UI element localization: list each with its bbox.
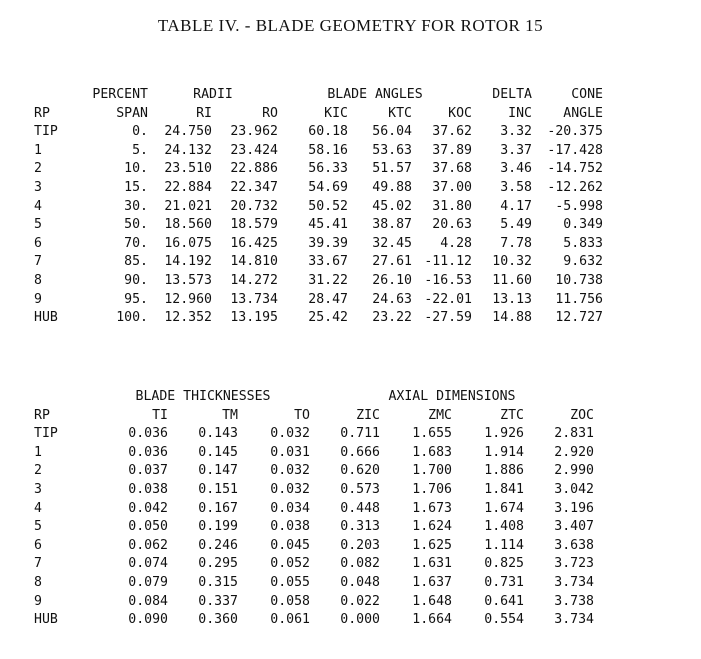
column-header: TI bbox=[152, 407, 168, 423]
table-cell: 1.700 bbox=[412, 463, 452, 479]
table-cell: 0.313 bbox=[340, 519, 380, 535]
column-header: KIC bbox=[324, 105, 348, 121]
table-cell: 1.631 bbox=[412, 556, 452, 572]
table-cell: 22.884 bbox=[164, 179, 212, 195]
column-header: KOC bbox=[448, 105, 472, 121]
table-cell: 5. bbox=[132, 142, 148, 158]
table-cell: 0.641 bbox=[484, 593, 524, 609]
table-cell: 0.711 bbox=[340, 426, 380, 442]
table-row bbox=[34, 216, 603, 235]
table-row bbox=[34, 593, 594, 612]
table-cell: 1.926 bbox=[484, 426, 524, 442]
row-label: 5 bbox=[34, 217, 42, 233]
table-cell: 1.886 bbox=[484, 463, 524, 479]
table-cell: -11.12 bbox=[424, 254, 472, 270]
table-cell: 0.032 bbox=[270, 463, 310, 479]
table-cell: 3.58 bbox=[500, 179, 532, 195]
table-cell: 95. bbox=[124, 291, 148, 307]
table-cell: 56.04 bbox=[372, 124, 412, 140]
table-row bbox=[34, 462, 594, 481]
table-cell: 0.042 bbox=[128, 500, 168, 516]
row-label: TIP bbox=[34, 124, 58, 140]
column-header: KTC bbox=[388, 105, 412, 121]
column-header: ZIC bbox=[356, 407, 380, 423]
table-cell: 1.655 bbox=[412, 426, 452, 442]
table-cell: 0.074 bbox=[128, 556, 168, 572]
table-row bbox=[34, 481, 594, 500]
table-row bbox=[34, 444, 594, 463]
table-cell: 30. bbox=[124, 198, 148, 214]
table-cell: 0.145 bbox=[198, 444, 238, 460]
table-cell: 14.272 bbox=[230, 272, 278, 288]
axial-dimensions-header: AXIAL DIMENSIONS bbox=[388, 389, 516, 404]
column-header: TO bbox=[294, 407, 310, 423]
table-cell: 22.886 bbox=[230, 161, 278, 177]
table-cell: 0.295 bbox=[198, 556, 238, 572]
row-label: 4 bbox=[34, 198, 42, 214]
table-cell: 26.10 bbox=[372, 272, 412, 288]
table-cell: 14.192 bbox=[164, 254, 212, 270]
table-row bbox=[34, 500, 594, 519]
table-cell: 10.738 bbox=[555, 272, 603, 288]
table-row bbox=[34, 235, 603, 254]
table-cell: 23.424 bbox=[230, 142, 278, 158]
table-cell: 0.167 bbox=[198, 500, 238, 516]
table-cell: 25.42 bbox=[308, 310, 348, 326]
table-cell: 11.60 bbox=[492, 272, 532, 288]
table-cell: 0.000 bbox=[340, 612, 380, 628]
table-cell: 23.510 bbox=[164, 161, 212, 177]
table-cell: 49.88 bbox=[372, 179, 412, 195]
table-cell: 0.055 bbox=[270, 574, 310, 590]
table-cell: 3.46 bbox=[500, 161, 532, 177]
table-cell: 45.41 bbox=[308, 217, 348, 233]
table-cell: 0. bbox=[132, 124, 148, 140]
table-cell: -14.752 bbox=[547, 161, 603, 177]
table-cell: 3.407 bbox=[554, 519, 594, 535]
column-header: RP bbox=[34, 407, 50, 423]
percent-header: PERCENT bbox=[92, 87, 148, 102]
delta-header: DELTA bbox=[492, 87, 532, 102]
table-cell: 0.022 bbox=[340, 593, 380, 609]
row-label: 1 bbox=[34, 142, 42, 158]
table-cell: 12.960 bbox=[164, 291, 212, 307]
table-cell: -16.53 bbox=[424, 272, 472, 288]
table-cell: 0.203 bbox=[340, 537, 380, 553]
table-cell: 0.199 bbox=[198, 519, 238, 535]
blade-thicknesses-header: BLADE THICKNESSES bbox=[135, 389, 271, 404]
radii-header: RADII bbox=[193, 87, 233, 102]
table-cell: 0.038 bbox=[128, 481, 168, 497]
table-cell: 10.32 bbox=[492, 254, 532, 270]
table-cell: 23.962 bbox=[230, 124, 278, 140]
table-cell: 0.084 bbox=[128, 593, 168, 609]
table-cell: 16.075 bbox=[164, 235, 212, 251]
table-cell: -17.428 bbox=[547, 142, 603, 158]
table-row bbox=[34, 309, 603, 328]
table-row bbox=[34, 518, 594, 537]
table-cell: 0.143 bbox=[198, 426, 238, 442]
table-cell: 0.058 bbox=[270, 593, 310, 609]
table-cell: 0.034 bbox=[270, 500, 310, 516]
row-label: 7 bbox=[34, 254, 42, 270]
table-cell: 1.683 bbox=[412, 444, 452, 460]
table-cell: 15. bbox=[124, 179, 148, 195]
table-cell: 3.32 bbox=[500, 124, 532, 140]
table-cell: 60.18 bbox=[308, 124, 348, 140]
table-cell: 24.750 bbox=[164, 124, 212, 140]
cone-header: CONE bbox=[571, 87, 603, 102]
table-row bbox=[34, 574, 594, 593]
table-cell: 38.87 bbox=[372, 217, 412, 233]
table-cell: 85. bbox=[124, 254, 148, 270]
table-cell: 5.49 bbox=[500, 217, 532, 233]
row-label: 2 bbox=[34, 463, 42, 479]
group-header-row bbox=[34, 86, 603, 105]
table-cell: 28.47 bbox=[308, 291, 348, 307]
table-row bbox=[34, 425, 594, 444]
table-cell: 0.147 bbox=[198, 463, 238, 479]
table-cell: 1.637 bbox=[412, 574, 452, 590]
table-cell: 0.037 bbox=[128, 463, 168, 479]
table-cell: 0.349 bbox=[563, 217, 603, 233]
row-label: 7 bbox=[34, 556, 42, 572]
table-row bbox=[34, 291, 603, 310]
row-label: 3 bbox=[34, 179, 42, 195]
row-label: HUB bbox=[34, 310, 58, 326]
table-cell: 7.78 bbox=[500, 235, 532, 251]
table-cell: 100. bbox=[116, 310, 148, 326]
table-cell: 1.408 bbox=[484, 519, 524, 535]
row-label: HUB bbox=[34, 612, 58, 628]
table-cell: 27.61 bbox=[372, 254, 412, 270]
table-cell: 0.620 bbox=[340, 463, 380, 479]
table-cell: 13.734 bbox=[230, 291, 278, 307]
table-row bbox=[34, 198, 603, 217]
table-row bbox=[34, 123, 603, 142]
table-cell: 0.036 bbox=[128, 426, 168, 442]
table-cell: 0.337 bbox=[198, 593, 238, 609]
table-cell: -20.375 bbox=[547, 124, 603, 140]
table-cell: 32.45 bbox=[372, 235, 412, 251]
table-cell: 24.63 bbox=[372, 291, 412, 307]
table-cell: 0.448 bbox=[340, 500, 380, 516]
table-cell: 5.833 bbox=[563, 235, 603, 251]
table-cell: 0.554 bbox=[484, 612, 524, 628]
table-cell: 3.734 bbox=[554, 612, 594, 628]
table-cell: 0.825 bbox=[484, 556, 524, 572]
table-row bbox=[34, 272, 603, 291]
table-row bbox=[34, 555, 594, 574]
table-cell: -12.262 bbox=[547, 179, 603, 195]
column-header: ANGLE bbox=[563, 105, 603, 121]
table-cell: 90. bbox=[124, 272, 148, 288]
table-cell: 53.63 bbox=[372, 142, 412, 158]
column-header: RP bbox=[34, 105, 50, 121]
table-cell: 10. bbox=[124, 161, 148, 177]
column-header: SPAN bbox=[116, 105, 148, 121]
column-header: ZOC bbox=[570, 407, 594, 423]
table-cell: 1.114 bbox=[484, 537, 524, 553]
column-header: RO bbox=[262, 105, 278, 121]
table-cell: 0.079 bbox=[128, 574, 168, 590]
group-header-row bbox=[34, 388, 594, 407]
table-cell: 24.132 bbox=[164, 142, 212, 158]
row-label: 9 bbox=[34, 291, 42, 307]
table-cell: 58.16 bbox=[308, 142, 348, 158]
table-cell: 2.990 bbox=[554, 463, 594, 479]
table-cell: 0.036 bbox=[128, 444, 168, 460]
table-cell: 1.706 bbox=[412, 481, 452, 497]
table-cell: 2.831 bbox=[554, 426, 594, 442]
table-cell: 54.69 bbox=[308, 179, 348, 195]
table-cell: 37.00 bbox=[432, 179, 472, 195]
table-cell: 3.196 bbox=[554, 500, 594, 516]
table-cell: 1.674 bbox=[484, 500, 524, 516]
table-cell: 11.756 bbox=[555, 291, 603, 307]
row-label: 6 bbox=[34, 537, 42, 553]
column-header: ZMC bbox=[428, 407, 452, 423]
table-cell: 1.664 bbox=[412, 612, 452, 628]
row-label: 3 bbox=[34, 481, 42, 497]
row-label: 9 bbox=[34, 593, 42, 609]
table-row bbox=[34, 537, 594, 556]
table-cell: 3.638 bbox=[554, 537, 594, 553]
row-label: 1 bbox=[34, 444, 42, 460]
table-cell: 18.579 bbox=[230, 217, 278, 233]
table-cell: 0.062 bbox=[128, 537, 168, 553]
row-label: 4 bbox=[34, 500, 42, 516]
table-cell: 9.632 bbox=[563, 254, 603, 270]
table-cell: 0.045 bbox=[270, 537, 310, 553]
table-cell: 70. bbox=[124, 235, 148, 251]
table-cell: 0.731 bbox=[484, 574, 524, 590]
table-cell: 0.061 bbox=[270, 612, 310, 628]
table-cell: 37.89 bbox=[432, 142, 472, 158]
table-cell: 1.624 bbox=[412, 519, 452, 535]
table-cell: 0.052 bbox=[270, 556, 310, 572]
table-cell: 0.573 bbox=[340, 481, 380, 497]
table-cell: 0.032 bbox=[270, 426, 310, 442]
thickness-axial-table bbox=[34, 388, 594, 630]
blade-angles-header: BLADE ANGLES bbox=[327, 87, 423, 102]
table-cell: 56.33 bbox=[308, 161, 348, 177]
table-cell: 31.80 bbox=[432, 198, 472, 214]
blade-angles-table bbox=[34, 86, 603, 328]
table-cell: 14.88 bbox=[492, 310, 532, 326]
table-cell: 13.195 bbox=[230, 310, 278, 326]
table-cell: -22.01 bbox=[424, 291, 472, 307]
table-row bbox=[34, 611, 594, 630]
row-label: 2 bbox=[34, 161, 42, 177]
table-cell: -27.59 bbox=[424, 310, 472, 326]
table-cell: 3.738 bbox=[554, 593, 594, 609]
table-title: TABLE IV. - BLADE GEOMETRY FOR ROTOR 15 bbox=[157, 16, 544, 35]
table-cell: 50.52 bbox=[308, 198, 348, 214]
table-cell: 0.090 bbox=[128, 612, 168, 628]
table-cell: 2.920 bbox=[554, 444, 594, 460]
table-cell: 16.425 bbox=[230, 235, 278, 251]
table-cell: 3.734 bbox=[554, 574, 594, 590]
table-cell: 4.17 bbox=[500, 198, 532, 214]
column-header: INC bbox=[508, 105, 532, 121]
table-cell: 12.352 bbox=[164, 310, 212, 326]
table-cell: 3.042 bbox=[554, 481, 594, 497]
table-cell: 0.050 bbox=[128, 519, 168, 535]
table-cell: 0.031 bbox=[270, 444, 310, 460]
table-cell: 0.038 bbox=[270, 519, 310, 535]
table-row bbox=[34, 142, 603, 161]
table-cell: 0.360 bbox=[198, 612, 238, 628]
table-cell: 0.315 bbox=[198, 574, 238, 590]
table-cell: 39.39 bbox=[308, 235, 348, 251]
column-header: RI bbox=[196, 105, 212, 121]
table-cell: 3.723 bbox=[554, 556, 594, 572]
row-label: TIP bbox=[34, 426, 58, 442]
table-cell: 3.37 bbox=[500, 142, 532, 158]
table-cell: -5.998 bbox=[555, 198, 603, 214]
table-cell: 13.13 bbox=[492, 291, 532, 307]
table-cell: 45.02 bbox=[372, 198, 412, 214]
table-row bbox=[34, 253, 603, 272]
table-cell: 0.151 bbox=[198, 481, 238, 497]
table-cell: 0.032 bbox=[270, 481, 310, 497]
table-cell: 13.573 bbox=[164, 272, 212, 288]
row-label: 8 bbox=[34, 574, 42, 590]
table-row bbox=[34, 160, 603, 179]
table-cell: 0.666 bbox=[340, 444, 380, 460]
table-cell: 21.021 bbox=[164, 198, 212, 214]
table-cell: 37.68 bbox=[432, 161, 472, 177]
table-cell: 50. bbox=[124, 217, 148, 233]
row-label: 5 bbox=[34, 519, 42, 535]
table-cell: 18.560 bbox=[164, 217, 212, 233]
table-cell: 20.732 bbox=[230, 198, 278, 214]
table-cell: 51.57 bbox=[372, 161, 412, 177]
table-row bbox=[34, 179, 603, 198]
table-cell: 20.63 bbox=[432, 217, 472, 233]
table-cell: 1.914 bbox=[484, 444, 524, 460]
row-label: 6 bbox=[34, 235, 42, 251]
table-cell: 22.347 bbox=[230, 179, 278, 195]
row-label: 8 bbox=[34, 272, 42, 288]
table-cell: 4.28 bbox=[440, 235, 472, 251]
table-cell: 1.841 bbox=[484, 481, 524, 497]
column-header: TM bbox=[222, 407, 238, 423]
table-cell: 0.082 bbox=[340, 556, 380, 572]
table-cell: 12.727 bbox=[555, 310, 603, 326]
table-cell: 33.67 bbox=[308, 254, 348, 270]
table-cell: 0.048 bbox=[340, 574, 380, 590]
table-cell: 31.22 bbox=[308, 272, 348, 288]
table-cell: 1.673 bbox=[412, 500, 452, 516]
column-header-row bbox=[34, 407, 594, 426]
column-header: ZTC bbox=[500, 407, 524, 423]
column-header-row bbox=[34, 105, 603, 124]
table-cell: 0.246 bbox=[198, 537, 238, 553]
table-cell: 1.648 bbox=[412, 593, 452, 609]
table-cell: 14.810 bbox=[230, 254, 278, 270]
table-cell: 1.625 bbox=[412, 537, 452, 553]
table-cell: 37.62 bbox=[432, 124, 472, 140]
table-cell: 23.22 bbox=[372, 310, 412, 326]
